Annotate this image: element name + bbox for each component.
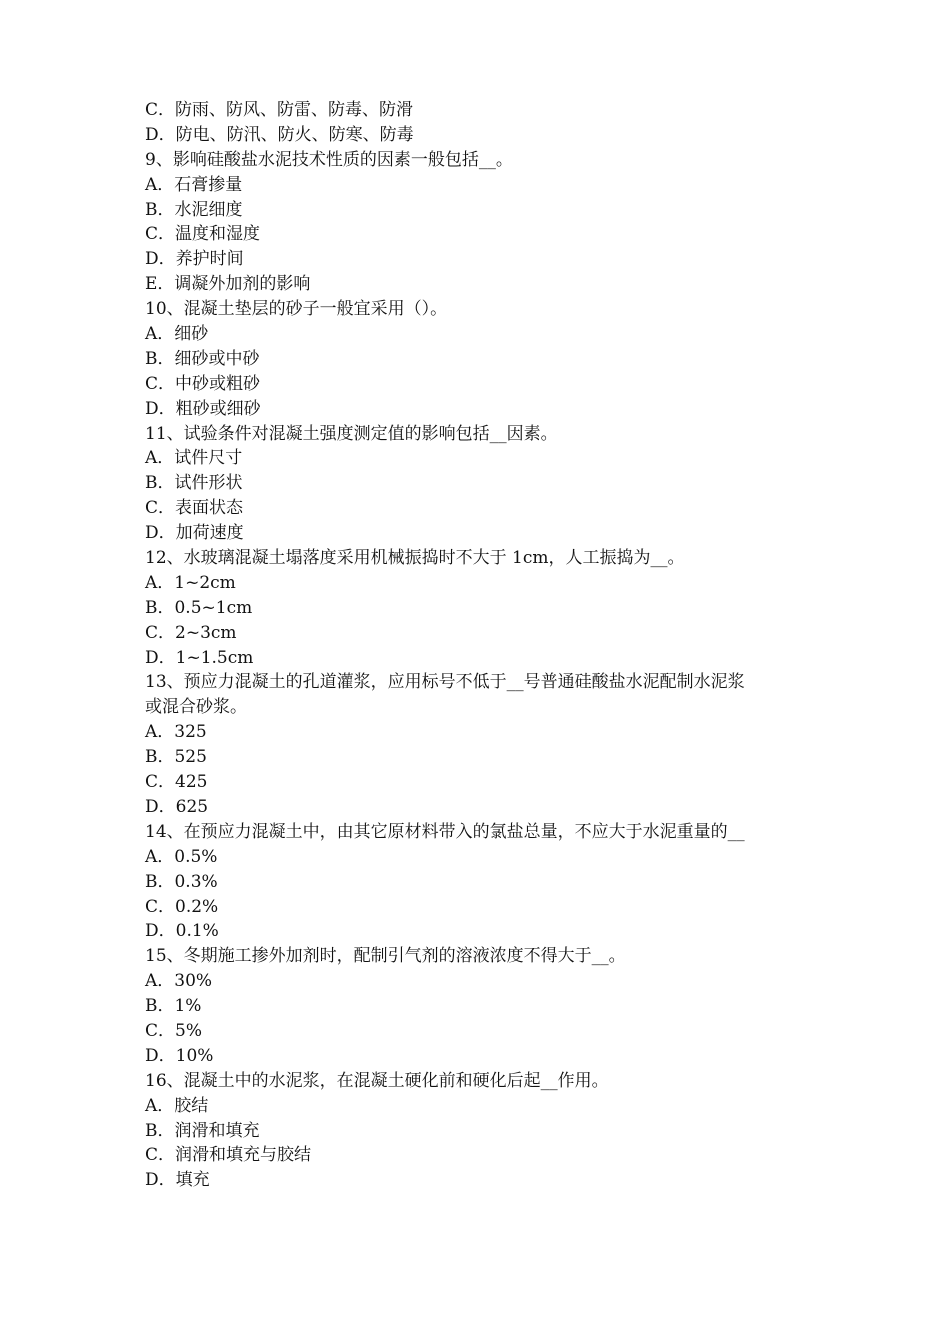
option-c: C．中砂或粗砂 bbox=[145, 373, 261, 394]
option-b: B．0.5~1cm bbox=[145, 597, 253, 618]
option-d: D．防电、防汛、防火、防寒、防毒 bbox=[145, 124, 414, 145]
question-15: 15、冬期施工掺外加剂时，配制引气剂的溶液浓度不得大于__。 bbox=[145, 946, 626, 967]
option-d: D．10% bbox=[145, 1045, 214, 1066]
option-c: C．温度和湿度 bbox=[145, 224, 261, 245]
question-13-continued: 或混合砂浆。 bbox=[145, 697, 247, 718]
option-c: C．425 bbox=[145, 772, 208, 793]
option-c: C．2~3cm bbox=[145, 622, 237, 643]
question-16: 16、混凝土中的水泥浆，在混凝土硬化前和硬化后起__作用。 bbox=[145, 1070, 609, 1091]
option-a: A．325 bbox=[145, 722, 207, 743]
question-12: 12、水玻璃混凝土塌落度采用机械振捣时不大于 1cm，人工振捣为__。 bbox=[145, 548, 685, 569]
option-a: A．试件尺寸 bbox=[145, 448, 243, 469]
option-d: D．加荷速度 bbox=[145, 523, 244, 544]
option-d: D．养护时间 bbox=[145, 249, 244, 270]
option-a: A．30% bbox=[145, 971, 213, 992]
option-d: D．填充 bbox=[145, 1170, 210, 1191]
option-d: D．1~1.5cm bbox=[145, 647, 254, 668]
option-a: A．0.5% bbox=[145, 846, 218, 867]
question-14: 14、在预应力混凝土中，由其它原材料带入的氯盐总量，不应大于水泥重量的__ bbox=[145, 821, 745, 842]
option-c: C．表面状态 bbox=[145, 498, 244, 519]
question-13: 13、预应力混凝土的孔道灌浆，应用标号不低于__号普通硅酸盐水泥配制水泥浆 bbox=[145, 672, 745, 693]
option-b: B．润滑和填充 bbox=[145, 1120, 260, 1141]
option-d: D．625 bbox=[145, 796, 209, 817]
option-a: A．1~2cm bbox=[145, 572, 236, 593]
option-c: C．润滑和填充与胶结 bbox=[145, 1145, 312, 1166]
option-a: A．细砂 bbox=[145, 324, 209, 345]
option-e: E．调凝外加剂的影响 bbox=[145, 274, 311, 295]
option-d: D．粗砂或细砂 bbox=[145, 398, 261, 419]
option-b: B．水泥细度 bbox=[145, 199, 243, 220]
document-body bbox=[145, 98, 825, 1193]
option-a: A．石膏掺量 bbox=[145, 174, 243, 195]
option-c: C．0.2% bbox=[145, 896, 219, 917]
option-b: B．细砂或中砂 bbox=[145, 348, 260, 369]
option-b: B．525 bbox=[145, 747, 207, 768]
option-b: B．试件形状 bbox=[145, 473, 243, 494]
question-10: 10、混凝土垫层的砂子一般宜采用（）。 bbox=[145, 299, 448, 320]
option-c: C．防雨、防风、防雷、防毒、防滑 bbox=[145, 100, 414, 120]
question-9: 9、影响硅酸盐水泥技术性质的因素一般包括__。 bbox=[145, 149, 513, 170]
option-d: D．0.1% bbox=[145, 921, 219, 942]
option-c: C．5% bbox=[145, 1020, 202, 1041]
option-a: A．胶结 bbox=[145, 1095, 209, 1116]
question-11: 11、试验条件对混凝土强度测定值的影响包括__因素。 bbox=[145, 423, 558, 444]
option-b: B．1% bbox=[145, 996, 202, 1017]
option-b: B．0.3% bbox=[145, 871, 218, 892]
